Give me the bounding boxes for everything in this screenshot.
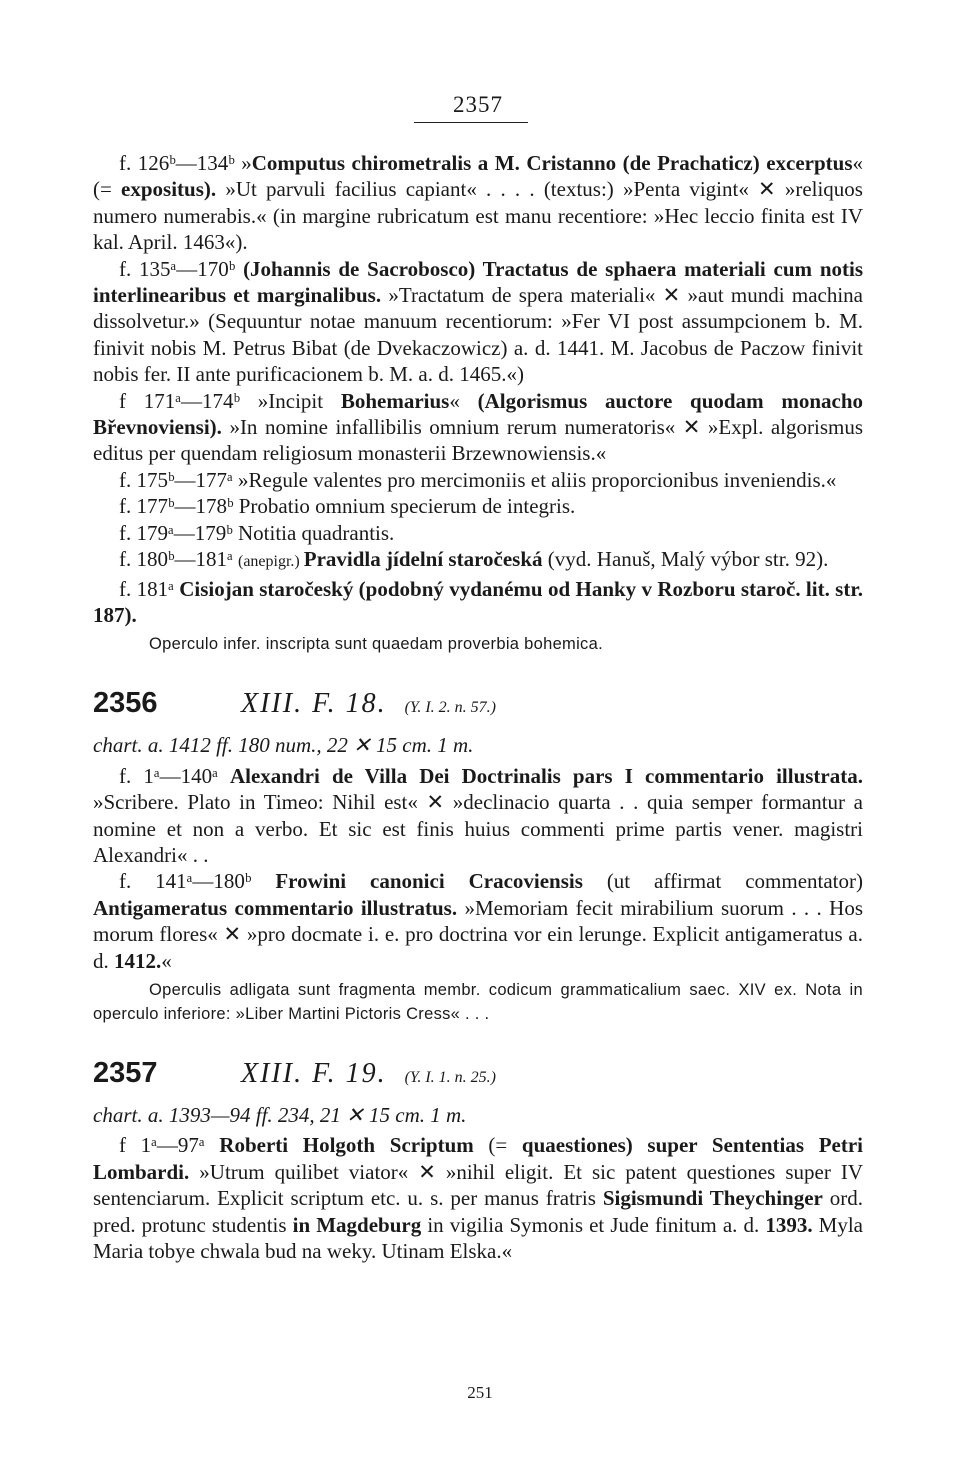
entry-text: »In nomine infallibilis omnium rerum numeratoris« ✕ »Expl. algorismus editus per quendam religiosum monasterii Brzewnowiensis.« — [93, 415, 863, 466]
codex-2356-heading — [93, 687, 863, 726]
entry-title-text: in Magdeburg — [292, 1212, 422, 1237]
entry-title-text: Pravidla jídelní staročeská — [303, 547, 543, 572]
catalogue-entry — [93, 576, 863, 629]
catalogue-entry — [93, 493, 863, 519]
codex-description: chart. a. 1393—94 ff. 234, 21 ✕ 15 cm. 1 m. — [93, 1102, 467, 1127]
entry-text: ord. pred. protunc studentis — [93, 1186, 864, 1237]
entry-text: (anepigr.) — [238, 553, 304, 571]
note-operculum: Operculo infer. inscripta sunt quaedam proverbia bohemica. — [149, 635, 603, 654]
entry-title-text: 1393. — [765, 1212, 813, 1237]
entry-text: f. 181ᵃ — [119, 576, 180, 601]
entry-text: Myla Maria tobye chwala bud na weky. Utinam Elska.« — [93, 1212, 863, 1263]
entry-text: f. 175ᵇ—177ᵃ »Regule valentes pro mercimoniis et aliis proporcionibus inveniendis.« — [119, 467, 837, 492]
entry-title-text: Sigismundi Theychinger — [602, 1186, 823, 1211]
running-head-rule — [414, 122, 528, 123]
entry-text: f. 1ᵃ—140ᵃ — [119, 763, 230, 788]
entry-text: (= — [473, 1133, 522, 1158]
catalogue-entry — [93, 467, 863, 493]
entry-text: f 1ᵃ—97ᵃ — [119, 1133, 220, 1158]
entry-text: f. 141ᵃ—180ᵇ — [119, 869, 276, 894]
entry-title-text: Antigameratus commentario illustratus. — [93, 895, 458, 920]
running-head: 2357 — [453, 92, 503, 117]
entry-text: « — [449, 388, 478, 413]
catalogue-entry — [93, 388, 863, 467]
entry-text: in vigilia Symonis et Jude finitum a. d. — [421, 1212, 766, 1237]
codex-signature: XIII. F. 18. — [241, 688, 387, 720]
catalogue-entry — [93, 546, 863, 575]
entry-title-text: Bohemarius — [340, 388, 450, 413]
entry-text: f. 177ᵇ—178ᵇ Probatio omnium specierum de integris. — [119, 494, 576, 519]
catalogue-entry — [93, 1132, 863, 1264]
entry-title-text: (Johannis de Sacrobosco) Tractatus de sphaera materiali cum notis interlinearibus et marginalibus. — [93, 256, 863, 308]
codex-2356-note: Operculis adligata sunt fragmenta membr. codicum grammaticalium saec. XIV ex. Nota in operculo inferiore: »Liber Martini Pictoris Cress« . . . — [93, 980, 863, 1023]
entry-title-text: Frowini canonici Cracoviensis — [275, 869, 583, 894]
codex-number: 2356 — [93, 687, 158, 720]
catalogue-entry — [93, 763, 863, 869]
codex-2357-entries — [93, 1132, 863, 1264]
entry-text: (vyd. Hanuš, Malý výbor str. 92). — [542, 547, 829, 572]
codex-description: chart. a. 1412 ff. 180 num., 22 ✕ 15 cm. 1 m. — [93, 733, 474, 758]
entry-text: f. 180ᵇ—181ᵃ — [119, 547, 238, 572]
entry-text: f. 126ᵇ—134ᵇ » — [119, 151, 252, 175]
entry-text: »Ut parvuli facilius capiant« . . . . (textus:) »Penta vigint« ✕ »reliquos numero numerabis.« (in margine rubricatum est manu recentiore: »Hec leccio finita est IV kal. April. 1463«). — [93, 177, 863, 255]
entry-text: f. 135ᵃ—170ᵇ — [119, 256, 244, 281]
entry-title-text: expositus). — [121, 177, 217, 202]
entries-continued — [93, 150, 863, 628]
codex-old-signature: (Y. I. 1. n. 25.) — [404, 1068, 496, 1086]
folio-number: 251 — [467, 1383, 493, 1402]
entry-text: »Memoriam fecit mirabilium suorum . . . Hos morum flores« ✕ »pro docmate i. e. pro doctrina vor ein lerunge. Explicit antigameratus a. d. — [93, 895, 863, 973]
page-body — [93, 150, 863, 1264]
entry-title-text: 1412. — [114, 948, 162, 973]
entry-title-text: (Algorismus auctore quodam monacho Břevnoviensi). — [93, 388, 864, 440]
catalogue-entry — [93, 256, 863, 388]
entry-title-text: Alexandri de Villa Dei Doctrinalis pars I commentario illustrata. — [229, 763, 863, 788]
entry-text: f. 179ᵃ—179ᵇ Notitia quadrantis. — [119, 520, 395, 545]
catalogue-entry — [93, 150, 863, 256]
entry-title-text: Cisiojan staročeský (podobný vydanému od Hanky v Rozboru staroč. lit. str. 187). — [93, 576, 863, 627]
entry-title-text: Roberti Holgoth Scriptum — [219, 1133, 474, 1158]
entry-text: « (= — [93, 151, 864, 202]
codex-2357-heading — [93, 1056, 863, 1096]
codex-number: 2357 — [93, 1056, 158, 1089]
codex-signature: XIII. F. 19. — [241, 1057, 387, 1089]
entry-title-text: Computus chirometralis a M. Cristanno (de Prachaticz) excerptus — [251, 151, 853, 175]
catalogue-entry — [93, 520, 863, 546]
entry-text: f 171ᵃ—174ᵇ »Incipit — [119, 388, 341, 413]
codex-2356-entries — [93, 763, 863, 974]
entry-text: « — [161, 948, 172, 973]
entry-text: »Tractatum de spera materiali« ✕ »aut mundi machina dissolvetur.» (Sequuntur notae manuum recentiorum: »Fer VI post assumpcionem b. M. finivit nobis M. Petrus Bibat (de Dvekaczowicz) a. d. 1441. M. Jacobus de Paczow finivit nobis fer. II ante purificacionem b. M. a. d. 1465.«) — [93, 283, 863, 387]
entry-text: »Scribere. Plato in Timeo: Nihil est« ✕ »declinacio quarta . . quia semper formantur a nomine et non a verbo. Et sic est finis huius commenti prime partis vener. magistri Alexandri« . . — [93, 790, 863, 867]
entry-text: »Utrum quilibet viator« ✕ »nihil eligit. Et sic patent questiones super IV sentenciarum. Explicit scriptum etc. u. s. per manus fratris — [93, 1159, 863, 1211]
entry-text: (ut affirmat commentator) — [582, 869, 863, 894]
catalogue-entry — [93, 868, 863, 974]
codex-old-signature: (Y. I. 2. n. 57.) — [404, 699, 496, 717]
entry-title-text: quaestiones) super Sententias Petri Lombardi. — [93, 1133, 863, 1184]
